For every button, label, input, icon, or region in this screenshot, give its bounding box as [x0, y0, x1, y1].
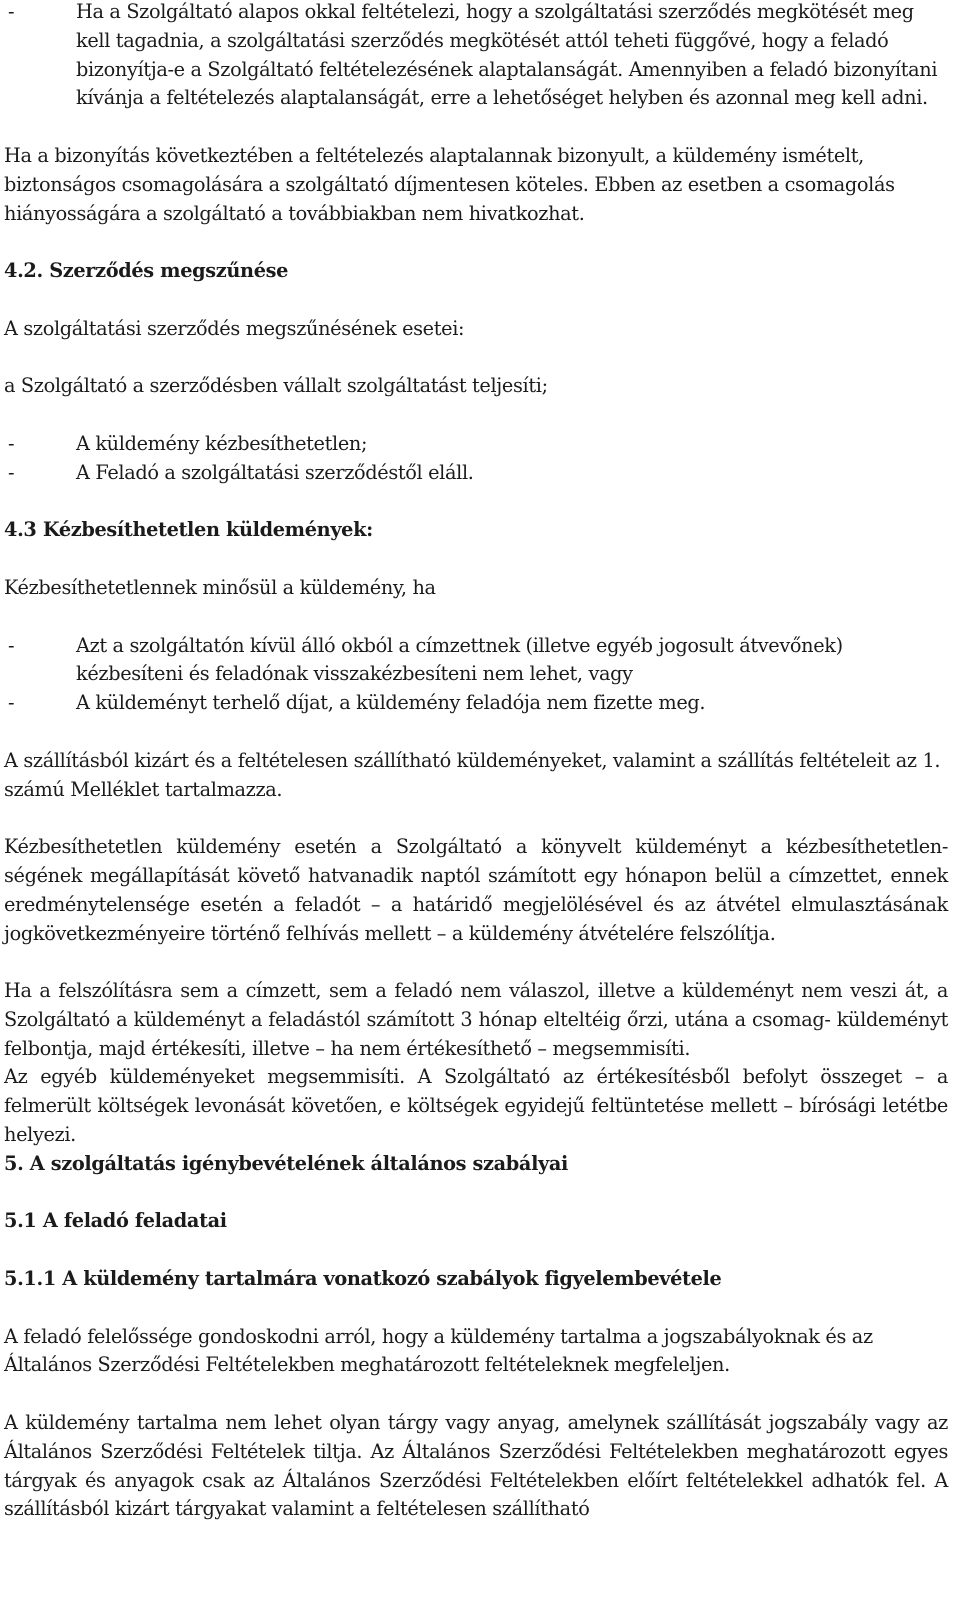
- paragraph: A szolgáltatási szerződés megszűnésének esetei:: [4, 316, 465, 340]
- list-dash: -: [8, 0, 15, 23]
- list-item-line: A küldeményt terhelő díjat, a küldemény feladója nem fizette meg.: [76, 691, 706, 715]
- paragraph: A feladó felelőssége gondoskodni arról, hogy a küldemény tartalma a jogszabályoknak és az Általános Szerződési Feltételekben meghatározott feltételeknek megfeleljen.: [4, 1324, 873, 1377]
- list-item-line: kézbesíteni és feladónak visszakézbesíteni nem lehet, vagy: [76, 662, 633, 686]
- list-item-text: A küldemény kézbesíthetetlen;: [76, 431, 368, 455]
- paragraph: Ha a bizonyítás következtében a feltételezés alaptalannak bizonyult, a küldemény ismételt, biztonságos csomagolására a szolgáltató díjmentesen köteles. Ebben az esetben a csomagolás hiányosságára a szolgáltató a továbbiakban nem hivatkozhat.: [4, 143, 895, 225]
- list-item-text: A Feladó a szolgáltatási szerződéstől eláll.: [76, 460, 474, 484]
- section-heading-4-3: 4.3 Kézbesíthetetlen küldemények:: [4, 518, 373, 542]
- list-item: [4, 632, 948, 690]
- paragraph: A küldemény tartalma nem lehet olyan tárgy vagy anyag, amelynek szállítását jogszabály vagy az Általános Szerződési Feltételek tiltja. Az Általános Szerződési Feltételekben meghatározott egyes tárgyak és anyagok csak az Általános Szerződési Feltételekben előírt feltételekkel adhatók fel. A szállításból kizárt tárgyakat valamint a feltételesen szállítható: [4, 1411, 948, 1521]
- section-heading-5: 5. A szolgáltatás igénybevételének általános szabályai: [4, 1151, 569, 1175]
- list-dash: -: [8, 431, 15, 455]
- document-page: [4, 0, 948, 1524]
- list-item: [4, 0, 948, 113]
- list-dash: -: [8, 460, 15, 484]
- paragraph: Az egyéb küldeményeket megsemmisíti. A Szolgáltató az értékesítésből befolyt összeget – a felmerült költségek levonását követően, e költségek egyidejű feltüntetése mellett – bírósági letétbe helyezi.: [4, 1065, 948, 1147]
- list-item-line: Azt a szolgáltatón kívül álló okból a címzettnek (illetve egyéb jogosult átvevőnek): [76, 633, 843, 657]
- list-item: [4, 430, 948, 459]
- paragraph: Kézbesíthetetlennek minősül a küldemény, ha: [4, 575, 436, 599]
- section-heading-5-1: 5.1 A feladó feladatai: [4, 1209, 227, 1233]
- paragraph: Ha a felszólításra sem a címzett, sem a feladó nem válaszol, illetve a küldeményt nem veszi át, a Szolgáltató a küldeményt a feladástól számított 3 hónap elteltéig őrzi, utána a csomag- küldeményt felbontja, majd értékesíti, illetve – ha nem értékesíthető – megsemmisíti.: [4, 979, 948, 1060]
- paragraph: a Szolgáltató a szerződésben vállalt szolgáltatást teljesíti;: [4, 374, 548, 398]
- list-item: [4, 689, 948, 718]
- list-item: [4, 459, 948, 488]
- list-dash: -: [8, 691, 15, 715]
- section-heading-4-2: 4.2. Szerződés megszűnése: [4, 259, 289, 283]
- paragraph: A szállításból kizárt és a feltételesen szállítható küldeményeket, valamint a szállítás feltételeit az 1. számú Melléklet tartalmazza.: [4, 748, 941, 801]
- list-dash: -: [8, 633, 15, 657]
- list-item-text: Ha a Szolgáltató alapos okkal feltételezi, hogy a szolgáltatási szerződés megkötését meg kell tagadnia, a szolgáltatási szerződés megkötését attól teheti függővé, hogy a feladó bizonyítja-e a Szolgáltató feltételezésének alaptalanságát. Amennyiben a feladó bizonyítani kívánja a feltételezés alaptalanságát, erre a lehetőséget helyben és azonnal meg kell adni.: [76, 0, 938, 110]
- paragraph: Kézbesíthetetlen küldemény esetén a Szolgáltató a könyvelt küldeményt a kézbesíthetetlen- ségének megállapítását követő hatvanadik naptól számított egy hónapon belül a címzettet, ennek eredménytelensége esetén a feladót – a határidő megjelölésével és az átvétel elmulasztásának jogkövetkezményeire történő felhívás mellett – a küldemény átvételére felszólítja.: [4, 835, 948, 945]
- section-heading-5-1-1: 5.1.1 A küldemény tartalmára vonatkozó szabályok figyelembevétele: [4, 1267, 722, 1291]
